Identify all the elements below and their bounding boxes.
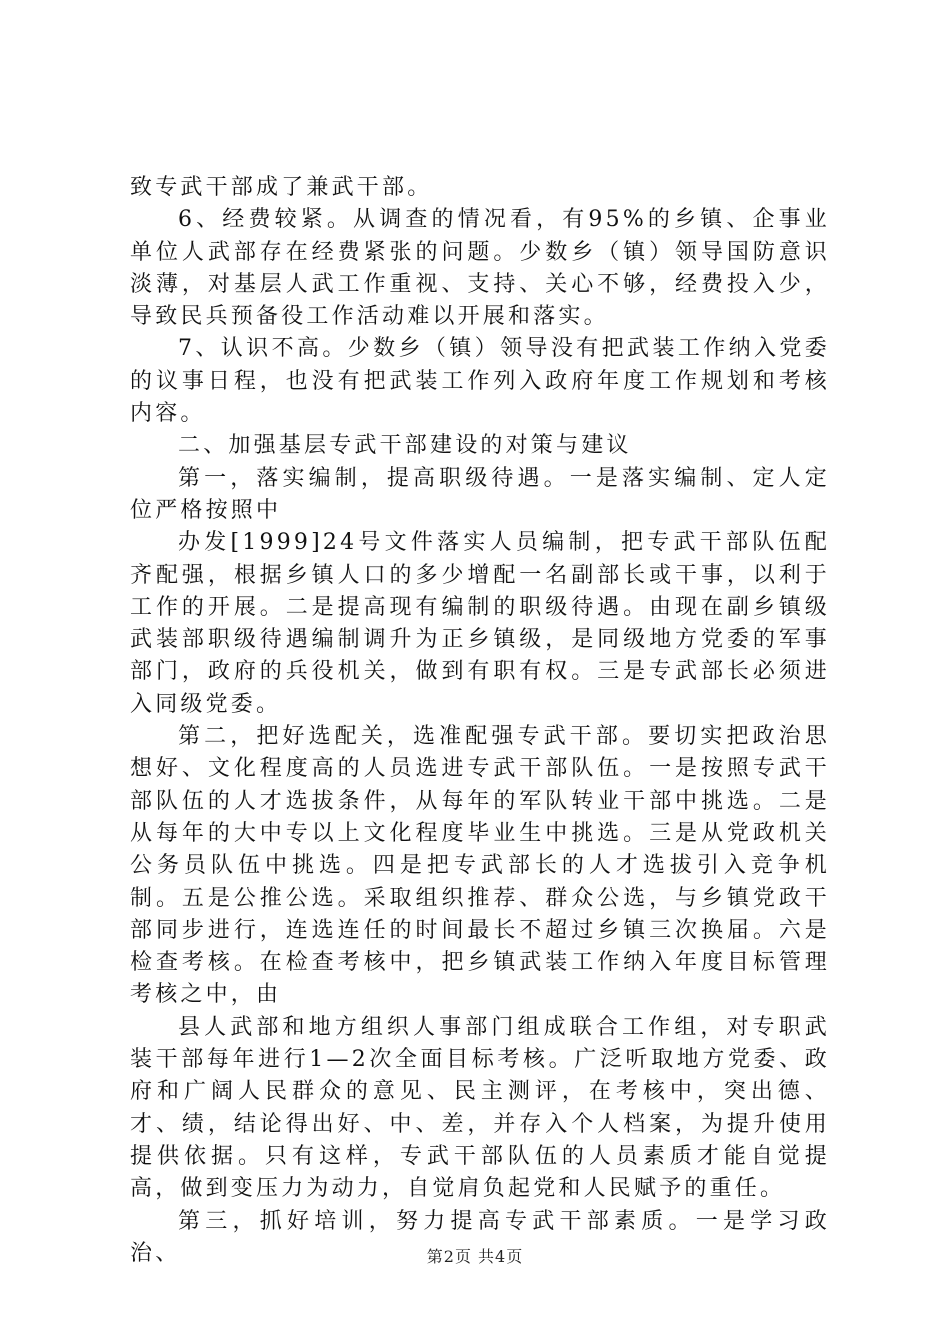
paragraph-measure-two-continued: 县人武部和地方组织人事部门组成联合工作组，对专职武装干部每年进行1—2次全面目标考核。广泛听取地方党委、政府和广阔人民群众的意见、民主测评，在考核中，突出德、才、绩，结论得出好、中、差，并存入个人档案，为提升使用提供依据。只有这样，专武干部队伍的人员素质才能自觉提高，做到变压力为动力，自觉肩负起党和人民赋予的重任。 <box>130 1014 830 1202</box>
paragraph-awareness-issue: 7、认识不高。少数乡（镇）领导没有把武装工作纳入党委的议事日程，也没有把武装工作列入政府年度工作规划和考核内容。 <box>130 336 830 427</box>
paragraph-measure-one: 第一，落实编制，提高职级待遇。一是落实编制、定人定位严格按照中 <box>130 465 830 523</box>
paragraph-continuation: 致专武干部成了兼武干部。 <box>130 175 433 200</box>
paragraph-measure-three: 第三，抓好培训，努力提高专武干部素质。一是学习政治、 <box>130 1208 830 1266</box>
document-body <box>130 172 830 1270</box>
paragraph-measure-two: 第二，把好选配关，选准配强专武干部。要切实把政治思想好、文化程度高的人员选进专武干部队伍。一是按照专武干部队伍的人才选拔条件，从每年的军队转业干部中挑选。二是从每年的大中专以上文化程度毕业生中挑选。三是从党政机关公务员队伍中挑选。四是把专武部长的人才选拔引入竞争机制。五是公推公选。采取组织推荐、群众公选，与乡镇党政干部同步进行，连选连任的时间最长不超过乡镇三次换届。六是检查考核。在检查考核中，把乡镇武装工作纳入年度目标管理考核之中，由 <box>130 724 830 1008</box>
paragraph-funding-issue: 6、经费较紧。从调查的情况看，有95%的乡镇、企事业单位人武部存在经费紧张的问题。少数乡（镇）领导国防意识淡薄，对基层人武工作重视、支持、关心不够，经费投入少，导致民兵预备役工作活动难以开展和落实。 <box>130 207 830 330</box>
page-number-footer: 第2页 共4页 <box>426 1247 524 1266</box>
paragraph-measure-one-continued: 办发[1999]24号文件落实人员编制，把专武干部队伍配齐配强，根据乡镇人口的多少增配一名副部长或干事，以利于工作的开展。二是提高现有编制的职级待遇。由现在副乡镇级武装部职级待遇编制调升为正乡镇级，是同级地方党委的军事部门，政府的兵役机关，做到有职有权。三是专武部长必须进入同级党委。 <box>130 530 830 717</box>
section-heading: 二、加强基层专武干部建设的对策与建议 <box>178 433 632 459</box>
